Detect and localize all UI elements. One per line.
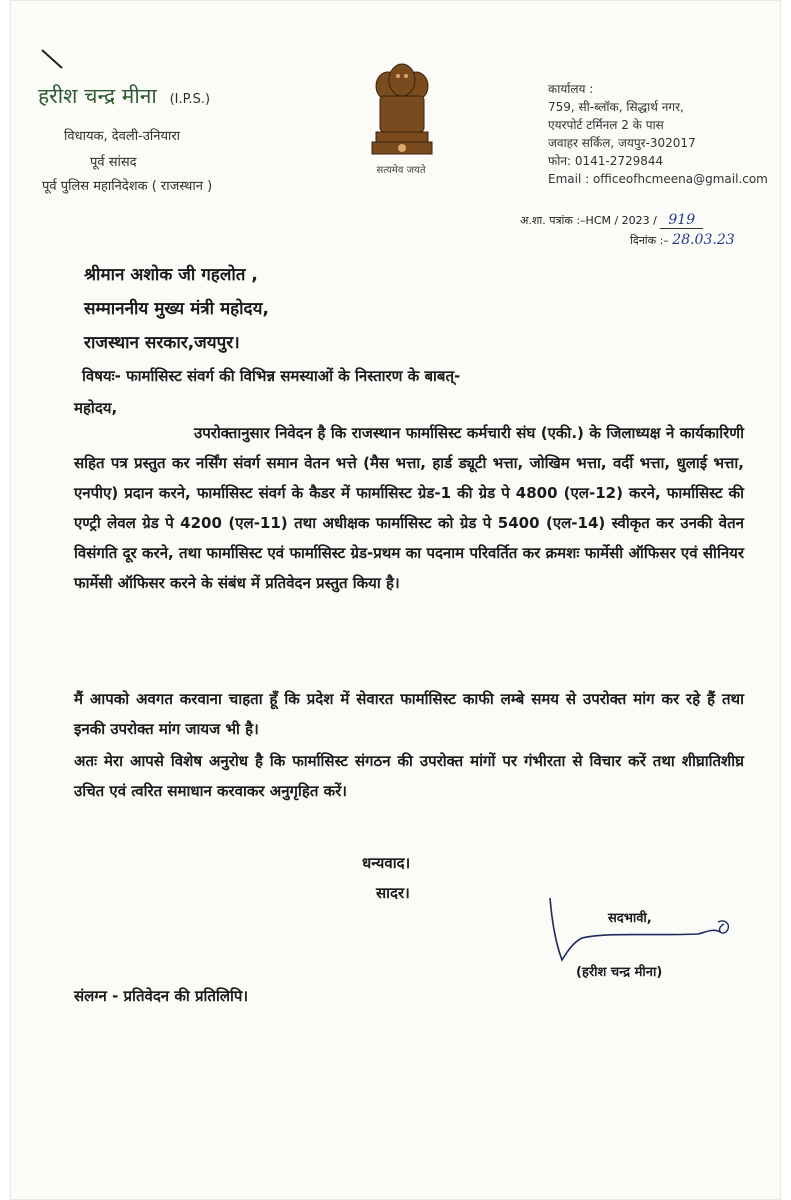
emblem-motto: सत्यमेव जयते [376, 165, 426, 176]
date-label: दिनांक :– [630, 234, 669, 247]
office-line3: जवाहर सर्किल, जयपुर-302017 [548, 136, 696, 150]
letterhead-line1: विधायक, देवली-उनियारा [64, 129, 181, 144]
reference-handwritten-number: 919 [660, 212, 703, 229]
corner-tick-mark [40, 46, 66, 72]
office-address-block [548, 80, 768, 188]
thanks-text: धन्यवाद। [362, 854, 411, 872]
subject-line: विषयः- फार्मासिस्ट संवर्ग की विभिन्न समस्याओं के निस्तारण के बाबत्- [82, 367, 461, 385]
thanks-block [362, 848, 410, 908]
office-label: कार्यालय : [548, 82, 594, 96]
regards-text: सादर। [376, 884, 410, 902]
closing-text: सदभावी, [608, 911, 652, 926]
recipient-line3: राजस्थान सरकार,जयपुर। [84, 333, 240, 353]
office-email: Email : officeofhcmeena@gmail.com [548, 172, 768, 186]
handwritten-date: 28.03.23 [672, 232, 735, 248]
handwritten-signature [548, 892, 738, 972]
letterhead-name [38, 82, 210, 110]
letterhead-ips: (I.P.S.) [169, 92, 211, 107]
letterhead-name-text: हरीश चन्द्र मीना [38, 84, 157, 108]
salutation: महोदय, [74, 399, 118, 417]
body-paragraph-2: मैं आपको अवगत करवाना चाहता हूँ कि प्रदेश में सेवारत फार्मासिस्ट काफी लम्बे समय से उपरोक्त मांग कर रहे हैं तथा इनकी उपरोक्त मांग जायज भी है। [74, 690, 744, 738]
reference-number [520, 212, 703, 228]
letter-page [10, 0, 781, 1200]
body-paragraph-1: उपरोक्तानुसार निवेदन है कि राजस्थान फार्मासिस्ट कर्मचारी संघ (एकी.) के जिलाध्यक्ष ने कार्यकारिणी सहित पत्र प्रस्तुत कर नर्सिंग संवर्ग समान वेतन भत्ते (मैस भत्ता, हार्ड ड्यूटी भत्ता, जोखिम भत्ता, वर्दी भत्ता, धुलाई भत्ता, एनपीए) प्रदान करने, फार्मासिस्ट संवर्ग के कैडर में फार्मासिस्ट ग्रेड-1 की ग्रेड पे 4800 (एल-12) करने, फार्मासिस्ट की एण्ट्री लेवल ग्रेड पे 4200 (एल-11) तथा अधीक्षक फार्मासिस्ट को ग्रेड पे 5400 (एल-14) स्वीकृत कर उनकी वेतन विसंगति दूर करने, तथा फार्मासिस्ट एवं फार्मासिस्ट ग्रेड-प्रथम का पदनाम परिवर्तित कर क्रमशः फार्मेसी ऑफिसर एवं सीनियर फार्मेसी ऑफिसर करने के संबंध में प्रतिवेदन प्रस्तुत किया है। [74, 424, 744, 592]
letterhead-line2: पूर्व सांसद [90, 155, 137, 170]
recipient-line1: श्रीमान अशोक जी गहलोत , [84, 265, 258, 285]
letterhead-line3: पूर्व पुलिस महानिदेशक ( राजस्थान ) [42, 179, 213, 194]
reference-label: अ.शा. पत्रांक :–HCM / 2023 / [520, 214, 657, 227]
enclosure-note: संलग्न - प्रतिवेदन की प्रतिलिपि। [74, 987, 249, 1005]
office-line1: 759, सी-ब्लॉक, सिद्धार्थ नगर, [548, 100, 684, 114]
signatory-name: (हरीश चन्द्र मीना) [576, 965, 663, 980]
office-phone: फोन: 0141-2729844 [548, 154, 664, 168]
reference-date [630, 232, 735, 248]
office-line2: एयरपोर्ट टर्मिनल 2 के पास [548, 118, 664, 132]
recipient-line2: सम्माननीय मुख्य मंत्री महोदय, [84, 299, 269, 319]
body-paragraph-3: अतः मेरा आपसे विशेष अनुरोध है कि फार्मासिस्ट संगठन की उपरोक्त मांगों पर गंभीरता से विचार करें तथा शीघ्रातिशीघ्र उचित एवं त्वरित समाधान करवाकर अनुगृहित करें। [74, 752, 744, 800]
national-emblem-icon [362, 58, 442, 168]
